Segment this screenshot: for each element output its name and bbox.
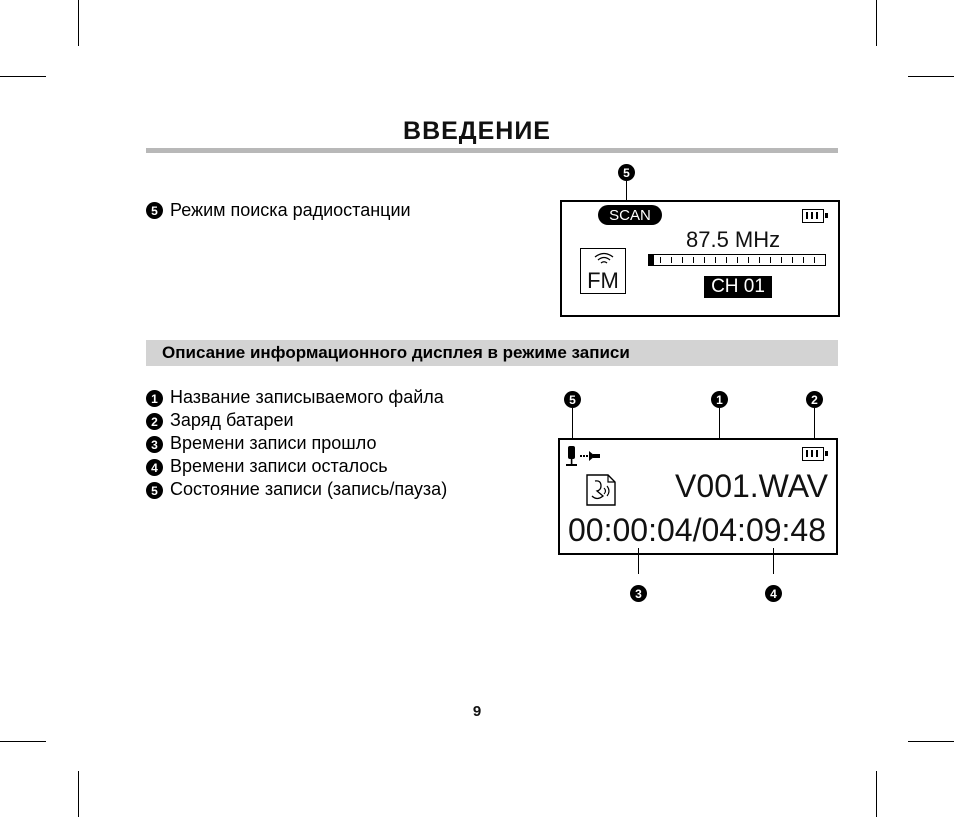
- radio-lcd-display: [560, 200, 840, 317]
- crop-mark: [78, 771, 79, 817]
- callout-number: 5: [146, 202, 163, 219]
- callout-number: 2: [806, 391, 823, 408]
- tuning-tick: [792, 257, 793, 263]
- crop-mark: [876, 771, 877, 817]
- recording-timecode: 00:00:04/04:09:48: [568, 512, 827, 548]
- callout-leader: [638, 548, 639, 574]
- list-item-number: 2: [146, 413, 163, 430]
- channel-badge: CH 01: [704, 276, 772, 298]
- crop-mark: [0, 741, 46, 742]
- battery-icon: [802, 447, 824, 461]
- list-item-text: Времени записи прошло: [170, 433, 377, 453]
- list-item-number: 1: [146, 390, 163, 407]
- list-item-text: Название записываемого файла: [170, 387, 444, 407]
- callout-number: 4: [765, 585, 782, 602]
- tuning-tick: [748, 257, 749, 263]
- tuning-tick: [671, 257, 672, 263]
- fm-band-box: [580, 248, 626, 294]
- callout-leader: [773, 548, 774, 574]
- list-item-text: Времени записи осталось: [170, 456, 388, 476]
- voice-file-icon: [586, 474, 616, 506]
- callout-number: 1: [711, 391, 728, 408]
- list-item-text: Состояние записи (запись/пауза): [170, 479, 448, 499]
- section-header: [146, 340, 838, 366]
- crop-mark: [908, 76, 954, 77]
- tuning-tick: [803, 257, 804, 263]
- radio-scan-description: Режим поиска радиостанции: [170, 200, 411, 220]
- battery-icon: [802, 209, 824, 223]
- tuning-tick: [726, 257, 727, 263]
- scan-badge: SCAN: [598, 205, 662, 225]
- record-lcd-display: [558, 438, 838, 555]
- fm-label: FM: [587, 268, 619, 293]
- crop-mark: [908, 741, 954, 742]
- tuning-tick: [737, 257, 738, 263]
- list-item-number: 4: [146, 459, 163, 476]
- tuning-tick: [693, 257, 694, 263]
- signal-icon: [593, 251, 615, 265]
- tuning-tick: [759, 257, 760, 263]
- tuning-indicator: [649, 255, 654, 265]
- callout-number: 5: [618, 164, 635, 181]
- page-title: ВВЕДЕНИЕ: [403, 117, 551, 145]
- tuning-tick: [770, 257, 771, 263]
- crop-mark: [78, 0, 79, 46]
- tuning-scale: [648, 254, 826, 266]
- tuning-tick: [682, 257, 683, 263]
- tuning-tick: [781, 257, 782, 263]
- tuning-tick: [715, 257, 716, 263]
- crop-mark: [0, 76, 46, 77]
- callout-number: 5: [564, 391, 581, 408]
- list-item-text: Заряд батареи: [170, 410, 294, 430]
- title-divider: [146, 148, 838, 153]
- crop-mark: [876, 0, 877, 46]
- tuning-tick: [704, 257, 705, 263]
- recording-filename: V001.WAV: [675, 468, 828, 504]
- callout-number: 3: [630, 585, 647, 602]
- frequency-readout: 87.5 MHz: [686, 227, 781, 252]
- tuning-tick: [814, 257, 815, 263]
- section-title: Описание информационного дисплея в режиме записи: [162, 343, 630, 362]
- tuning-tick: [660, 257, 661, 263]
- microphone-record-icon: [564, 446, 606, 474]
- page-number: 9: [472, 703, 482, 720]
- list-item-number: 5: [146, 482, 163, 499]
- list-item-number: 3: [146, 436, 163, 453]
